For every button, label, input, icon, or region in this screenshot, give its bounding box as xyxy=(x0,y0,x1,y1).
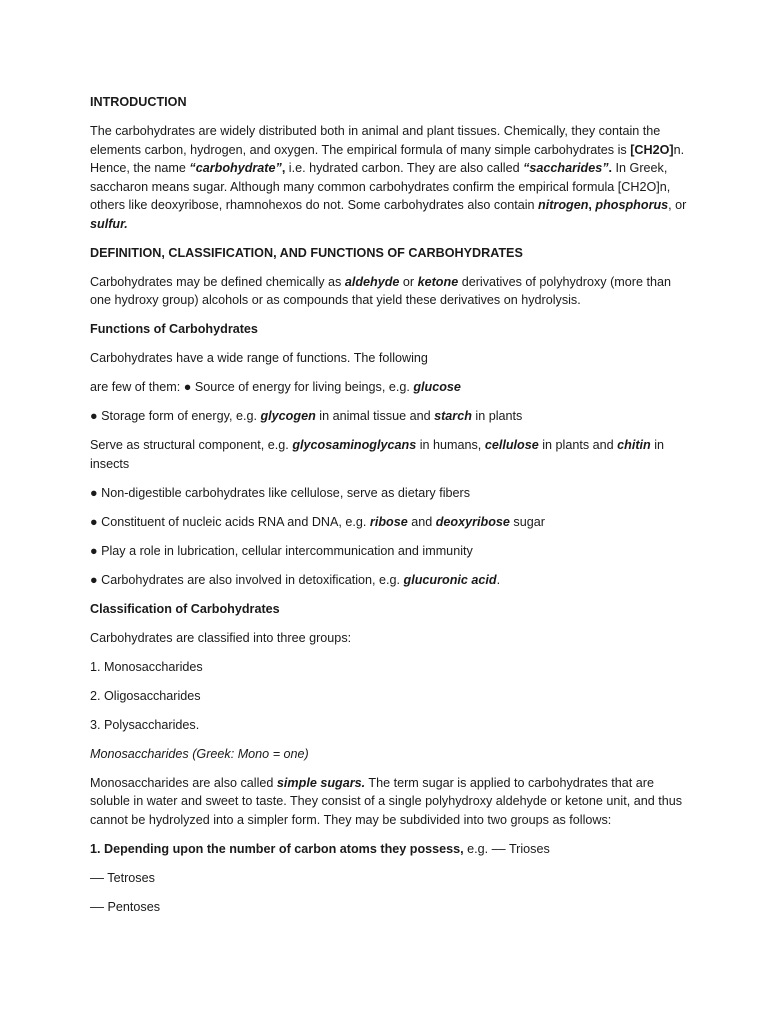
func-text: . xyxy=(496,572,501,587)
function-item-structural xyxy=(90,436,688,473)
func-term-starch: starch xyxy=(434,409,472,423)
func-term-ribose: ribose xyxy=(369,514,408,529)
func-text: Serve as structural component, e.g. xyxy=(90,438,293,452)
intro-comma: , xyxy=(281,161,286,175)
intro-term-carbohydrate: “carbohydrate” xyxy=(189,161,282,175)
functions-heading: Functions of Carbohydrates xyxy=(90,322,258,336)
func-term-glycogen: glycogen xyxy=(260,409,316,423)
monosaccharides-paragraph xyxy=(90,774,688,830)
func-text: and xyxy=(407,514,436,529)
func-text: in animal tissue and xyxy=(315,409,435,423)
intro-heading: INTRODUCTION xyxy=(90,95,187,109)
monosaccharides-pentoses: –– Pentoses xyxy=(90,899,161,914)
func-text: ● Constituent of nucleic acids RNA and DNA, e.g. xyxy=(90,514,370,529)
intro-text-5: , or xyxy=(668,198,687,212)
classification-heading: Classification of Carbohydrates xyxy=(90,601,280,616)
def-text-2: derivatives of polyhydroxy (more than one hydroxy group) alcohols or as compounds that yield these derivatives on hydrolysis. xyxy=(90,274,671,307)
functions-intro: Carbohydrates have a wide range of functions. The following xyxy=(90,351,428,365)
intro-text-1: The carbohydrates are widely distributed both in animal and plant tissues. Chemically, they contain the elements carbon, hydrogen, and oxygen. The empirical formula of many simple carbohydrates is xyxy=(90,124,661,157)
intro-text-3: i.e. hydrated carbon. They are also called xyxy=(285,161,524,175)
def-text-1: Carbohydrates may be defined chemically as xyxy=(90,274,345,289)
def-term-aldehyde: aldehyde xyxy=(344,274,400,289)
intro-formula: [CH2O] xyxy=(630,142,674,157)
def-text-or: or xyxy=(399,274,418,289)
function-item-detox xyxy=(90,571,688,590)
monosaccharides-tetroses: –– Tetroses xyxy=(90,870,155,885)
func-text: ● Carbohydrates are also involved in detoxification, e.g. xyxy=(90,572,404,587)
def-term-ketone: ketone xyxy=(417,274,459,289)
list-item: 1. Monosaccharides xyxy=(90,659,203,674)
func-term-cellulose: cellulose xyxy=(484,438,539,452)
func-term-chitin: chitin xyxy=(617,438,651,452)
monosaccharides-carbon-count xyxy=(90,840,688,859)
definition-paragraph xyxy=(90,273,688,310)
func-term-glucuronic-acid: glucuronic acid xyxy=(403,572,497,587)
intro-term-nitrogen: nitrogen xyxy=(538,198,589,212)
intro-text-2: n. Hence, the name xyxy=(90,142,685,175)
func-term-glucose: glucose xyxy=(413,380,461,394)
func-text: are few of them: ● Source of energy for living beings, e.g. xyxy=(90,380,414,394)
func-text: ● Storage form of energy, e.g. xyxy=(90,409,261,423)
intro-comma-2: , xyxy=(588,198,592,212)
intro-dot: . xyxy=(608,161,613,175)
function-item-nucleic xyxy=(90,513,688,532)
mono-bold-lead: 1. Depending upon the number of carbon atoms they possess, xyxy=(90,841,464,856)
func-text: in insects xyxy=(90,438,665,471)
mono-text: Monosaccharides are also called xyxy=(90,775,277,790)
monosaccharides-heading: Monosaccharides (Greek: Mono = one) xyxy=(90,746,309,761)
func-text: in humans, xyxy=(416,438,485,452)
intro-text-4: In Greek, saccharon means sugar. Although many common carbohydrates confirm the empirical formula [CH2O]n, others like deoxyribose, rhamnohexos do not. Some carbohydrates also contain xyxy=(90,161,671,212)
function-item-storage xyxy=(90,407,688,426)
func-text: sugar xyxy=(509,514,545,529)
list-item: 2. Oligosaccharides xyxy=(90,688,201,703)
classification-intro: Carbohydrates are classified into three groups: xyxy=(90,630,352,645)
definition-heading: DEFINITION, CLASSIFICATION, AND FUNCTIONS OF CARBOHYDRATES xyxy=(90,245,523,260)
function-item-fibers: ● Non-digestible carbohydrates like cellulose, serve as dietary fibers xyxy=(90,485,471,500)
intro-term-saccharides: “saccharides” xyxy=(523,161,609,175)
mono-text: e.g. –– Trioses xyxy=(463,841,550,856)
intro-paragraph xyxy=(90,122,688,233)
func-text: in plants xyxy=(471,409,523,423)
function-item-lubrication: ● Play a role in lubrication, cellular intercommunication and immunity xyxy=(90,543,473,558)
func-text: in plants and xyxy=(538,438,618,452)
func-term-deoxyribose: deoxyribose xyxy=(435,514,510,529)
intro-term-sulfur: sulfur. xyxy=(90,216,128,231)
mono-text: The term sugar is applied to carbohydrates that are soluble in water and sweet to taste. They consist of a single polyhydroxy aldehyde or ketone unit, and thus cannot be hydrolyzed into a simpler form. They may be subdivided into two groups as follows: xyxy=(90,775,683,827)
intro-term-phosphorus: phosphorus xyxy=(595,198,669,212)
mono-term-simple-sugars: simple sugars. xyxy=(276,775,366,790)
func-term-glycosaminoglycans: glycosaminoglycans xyxy=(292,438,417,452)
list-item: 3. Polysaccharides. xyxy=(90,717,200,732)
function-item-energy xyxy=(90,378,688,397)
